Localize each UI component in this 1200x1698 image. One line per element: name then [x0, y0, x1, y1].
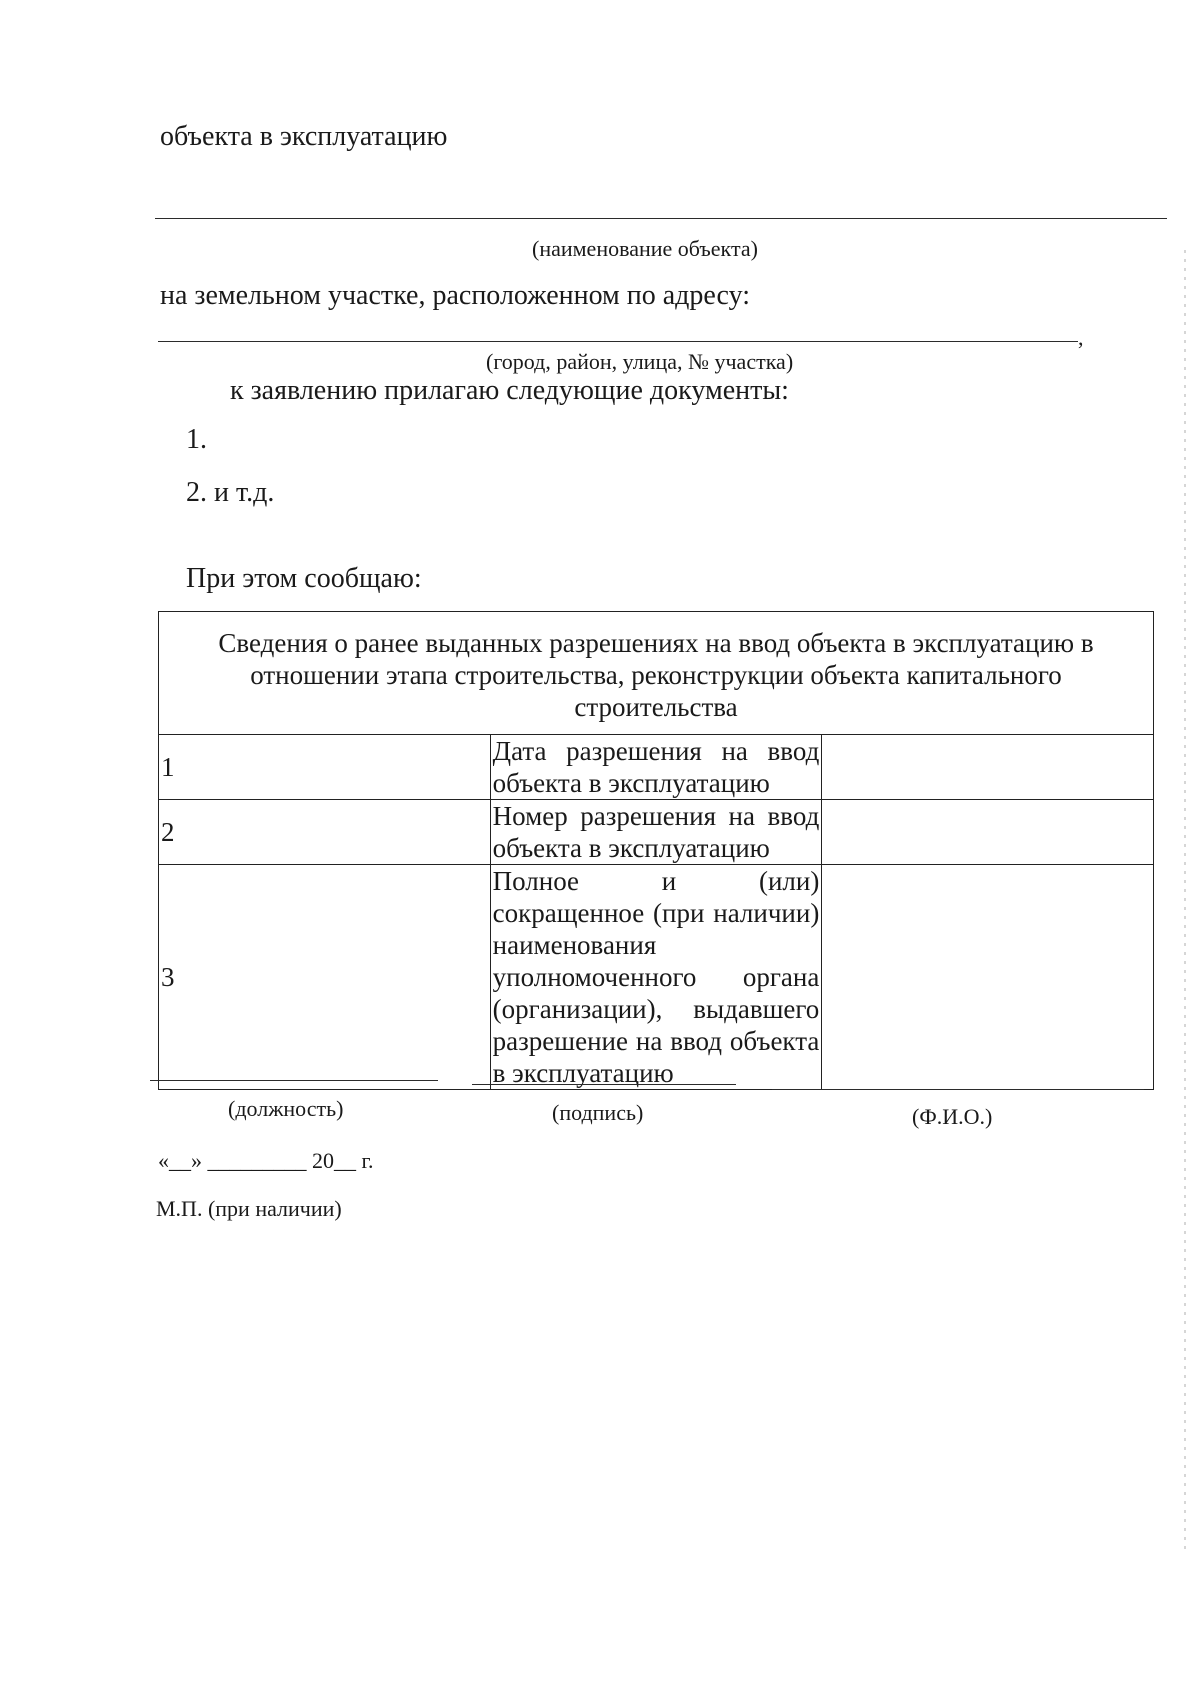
- row-value: [822, 735, 1154, 800]
- attachments-intro: к заявлению прилагаю следующие документы:: [230, 375, 789, 406]
- object-name-line: [155, 218, 1167, 219]
- row-number: 3: [159, 865, 491, 1090]
- table-row: [159, 735, 1154, 800]
- land-plot-text: на земельном участке, расположенном по адресу:: [160, 280, 751, 311]
- full-name-caption: (Ф.И.О.): [912, 1104, 993, 1129]
- address-comma: ,: [1078, 325, 1084, 350]
- table-row: [159, 865, 1154, 1090]
- permits-table-header: Сведения о ранее выданных разрешениях на ввод объекта в эксплуатацию в отношении этапа строительства, реконструкции объекта капитального строительства: [159, 612, 1154, 735]
- row-number: 2: [159, 800, 491, 865]
- object-name-caption: (наименование объекта): [532, 236, 758, 261]
- stamp-text: М.П. (при наличии): [156, 1196, 342, 1221]
- intro-line: объекта в эксплуатацию: [160, 121, 448, 152]
- address-caption: (город, район, улица, № участка): [486, 349, 794, 374]
- position-caption: (должность): [228, 1096, 344, 1121]
- row-label: Номер разрешения на ввод объекта в эксплуатацию: [490, 800, 822, 865]
- row-label: Полное и (или) сокращенное (при наличии) наименования уполномоченного органа (организации), выдавшего разрешение на ввод объекта в эксплуатацию: [490, 865, 822, 1090]
- table-row: [159, 800, 1154, 865]
- row-value: [822, 800, 1154, 865]
- report-intro: При этом сообщаю:: [186, 563, 422, 594]
- permits-table: [158, 611, 1154, 1090]
- row-number: 1: [159, 735, 491, 800]
- scan-edge-artifact: [1184, 250, 1186, 1550]
- address-line: [158, 341, 1078, 342]
- attachment-item-2: 2. и т.д.: [186, 477, 275, 508]
- date-line: «__» _________ 20__ г.: [158, 1148, 374, 1173]
- attachment-item-1: 1.: [186, 424, 207, 455]
- position-line: [150, 1080, 438, 1081]
- full-name-line: [772, 1089, 1144, 1090]
- signature-caption: (подпись): [552, 1100, 644, 1125]
- row-label: Дата разрешения на ввод объекта в эксплуатацию: [490, 735, 822, 800]
- signature-line: [472, 1084, 736, 1085]
- row-value: [822, 865, 1154, 1090]
